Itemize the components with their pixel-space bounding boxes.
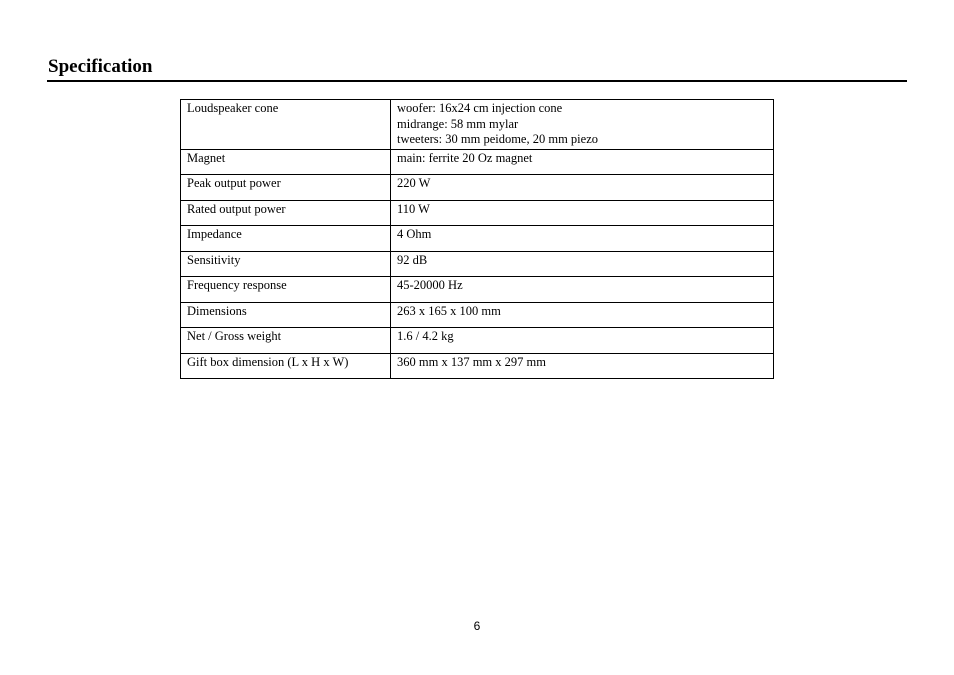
- spec-label: Gift box dimension (L x H x W): [181, 353, 391, 379]
- table-row-gift-box-dimension: [181, 353, 774, 379]
- table-row-magnet: [181, 149, 774, 175]
- table-row-loudspeaker-cone: [181, 100, 774, 150]
- spec-label: Frequency response: [181, 277, 391, 303]
- spec-value: 360 mm x 137 mm x 297 mm: [391, 353, 774, 379]
- specification-table: [180, 99, 774, 379]
- spec-label: Dimensions: [181, 302, 391, 328]
- spec-value: 4 Ohm: [391, 226, 774, 252]
- title-divider: [47, 80, 907, 82]
- spec-value: 263 x 165 x 100 mm: [391, 302, 774, 328]
- spec-value: 1.6 / 4.2 kg: [391, 328, 774, 354]
- table-row-peak-output-power: [181, 175, 774, 201]
- spec-value-line: midrange: 58 mm mylar: [397, 116, 519, 131]
- spec-value: 92 dB: [391, 251, 774, 277]
- table-row-impedance: [181, 226, 774, 252]
- spec-label: Peak output power: [181, 175, 391, 201]
- spec-label: Impedance: [181, 226, 391, 252]
- table-row-frequency-response: [181, 277, 774, 303]
- page-number: 6: [473, 619, 481, 633]
- spec-label: Net / Gross weight: [181, 328, 391, 354]
- spec-label: Sensitivity: [181, 251, 391, 277]
- spec-label: Magnet: [181, 149, 391, 175]
- spec-value-line: tweeters: 30 mm peidome, 20 mm piezo: [397, 132, 598, 146]
- spec-label: Loudspeaker cone: [181, 100, 391, 150]
- spec-label: Rated output power: [181, 200, 391, 226]
- page-title: Specification: [48, 56, 153, 77]
- table-row-dimensions: [181, 302, 774, 328]
- table-row-rated-output-power: [181, 200, 774, 226]
- spec-value: 110 W: [391, 200, 774, 226]
- spec-value: [391, 100, 774, 150]
- spec-value: 220 W: [391, 175, 774, 201]
- table-row-sensitivity: [181, 251, 774, 277]
- table-row-net-gross-weight: [181, 328, 774, 354]
- spec-value: main: ferrite 20 Oz magnet: [391, 149, 774, 175]
- spec-value: 45-20000 Hz: [391, 277, 774, 303]
- spec-value-line: woofer: 16x24 cm injection cone: [397, 101, 563, 115]
